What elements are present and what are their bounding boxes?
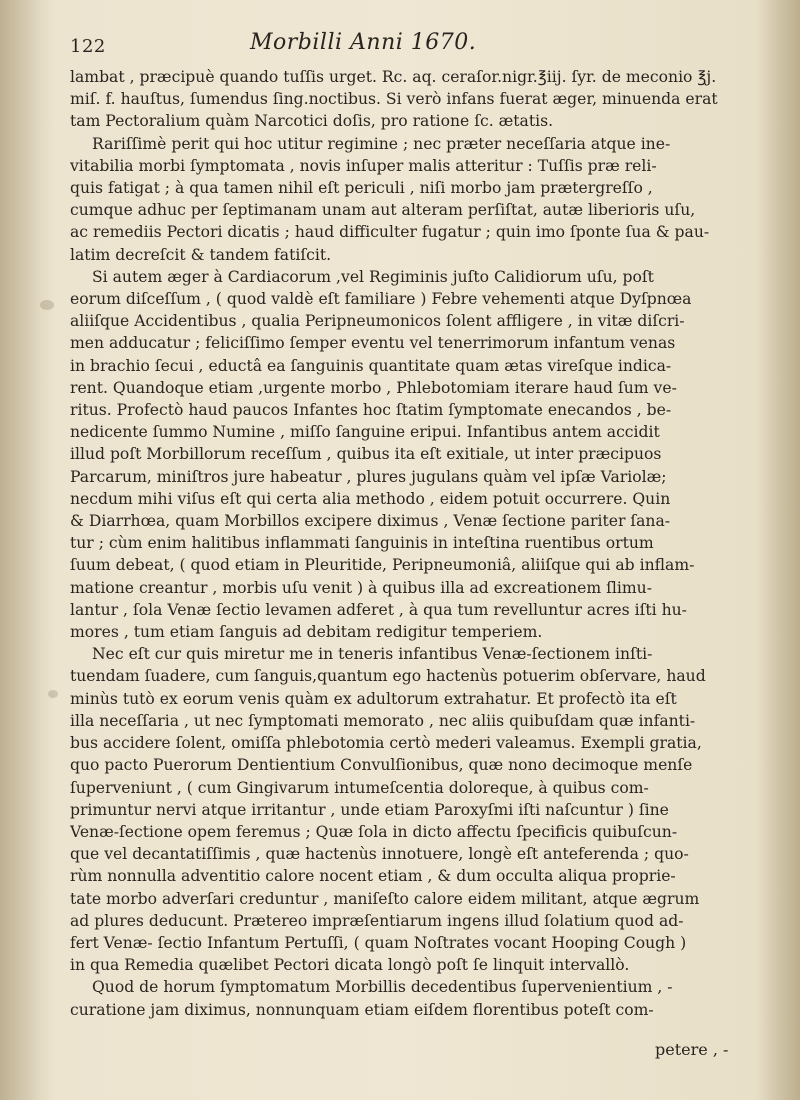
page-number: 122 [70,36,106,57]
page-shadow-left [0,0,55,1100]
text-line: eorum diſceſſum , ( quod valdè eſt familiare ) Febre vehementi atque Dyſpnœa [70,290,692,309]
text-line: Nec eſt cur quis miretur me in teneris infantibus Venæ-ſectionem inſti- [92,645,653,664]
text-line: curatione jam diximus, nonnunquam etiam eiſdem florentibus poteſt com- [70,1000,654,1019]
page-header [70,30,670,64]
text-line: in brachio ſecui , eductâ ea ſanguinis quantitate quam ætas vireſque indica- [70,356,672,375]
text-line: bus accidere ſolent, omiſſa phlebotomia certò mederi valeamus. Exempli gratia, [70,734,702,753]
text-line: latim decreſcit & tandem fatiſcit. [70,245,332,264]
text-line: aliiſque Accidentibus , qualia Peripneumonicos ſolent affligere , in vitæ diſcri- [70,312,685,331]
running-head: Morbilli Anni 1670. [250,30,477,55]
text-line: men adducatur ; feliciſſimo ſemper eventu vel tenerrimorum infantum venas [70,334,676,353]
text-line: Si autem æger à Cardiacorum ,vel Regiminis juſto Calidiorum uſu, poſt [92,267,654,286]
text-line: fert Venæ- ſectio Infantum Pertuſſi, ( quam Noſtrates vocant Hooping Cough ) [70,933,687,952]
text-line: tate morbo adverſari creduntur , maniſeſto calore eidem militant, atque ægrum [70,889,700,908]
text-line: ac remediis Pectori dicatis ; haud difficulter fugatur ; quin imo ſponte ſua & pau- [70,223,710,242]
text-line: cumque adhuc per ſeptimanam unam aut alteram perſiſtat, autæ liberioris uſu, [70,201,696,220]
text-line: miſ. f. hauſtus, ſumendus ſing.noctibus. Si verò infans fuerat æger, minuenda erat [70,90,718,109]
text-line: que vel decantatiſſimis , quæ hactenùs innotuere, longè eſt anteferenda ; quo- [70,845,689,864]
text-line: primuntur nervi atque irritantur , unde etiam Paroxyſmi iſti naſcuntur ) ſine [70,800,669,819]
text-line: vitabilia morbi ſymptomata , novis inſuper malis atteritur : Tuſſis præ reli- [70,156,657,175]
text-line: Parcarum, miniſtros jure habeatur , plures jugulans quàm vel ipſæ Variolæ; [70,467,667,486]
text-line: in qua Remedia quælibet Pectori dicata longò poſt ſe linquit intervallò. [70,956,630,975]
text-line: illa neceſſaria , ut nec ſymptomati memorato , nec aliis quibuſdam quæ infanti- [70,711,696,730]
text-line: tam Pectoralium quàm Narcotici doſis, pro ratione ſc. ætatis. [70,112,554,131]
text-line: rùm nonnulla adventitio calore nocent etiam , & dum occulta aliqua proprie- [70,867,676,886]
ink-spot [48,690,58,698]
text-line: quis fatigat ; à qua tamen nihil eſt periculi , niſi morbo jam prætergreſſo , [70,179,653,198]
text-line: ritus. Profectò haud paucos Infantes hoc ſtatim ſymptomate enecandos , be- [70,401,672,420]
text-line: tuendam ſuadere, cum ſanguis,quantum ego hactenùs potuerim obſervare, haud [70,667,706,686]
text-line: nedicente ſummo Numine , miſſo ſanguine eripui. Infantibus antem accidit [70,423,660,442]
text-line: lantur , ſola Venæ ſectio levamen adferet , à qua tum revelluntur acres iſti hu- [70,600,687,619]
text-line: Venæ-ſectione opem feremus ; Quæ ſola in dicto affectu ſpecificis quibuſcun- [70,822,678,841]
text-line: ſuum debeat, ( quod etiam in Pleuritide, Peripneumoniâ, aliiſque qui ab inflam- [70,556,695,575]
text-line: Rariſſimè perit qui hoc utitur regimine ; nec præter neceſſaria atque ine- [92,134,671,153]
text-line: lambat , præcipuè quando tuſſis urget. Rc. aq. ceraſor.nigr.℥iij. ſyr. de meconio ℥j. [70,68,717,86]
text-line: quo pacto Puerorum Dentientium Convulſionibus, quæ nono decimoque menſe [70,756,693,775]
text-line: tur ; cùm enim halitibus inflammati ſanguinis in inteſtina ruentibus ortum [70,534,654,553]
text-line: ad plures deducunt. Prætereo impræſentiarum ingens illud ſolatium quod ad- [70,911,684,930]
body-text [70,66,750,1021]
text-line: Quod de horum ſymptomatum Morbillis decedentibus ſupervenientium , - [92,978,673,997]
text-line: matione creantur , morbis uſu venit ) à quibus illa ad excreationem ſlimu- [70,578,652,597]
text-line: minùs tutò ex eorum venis quàm ex adultorum extrahatur. Et profectò ita eſt [70,689,677,708]
text-line: rent. Quandoque etiam ,urgente morbo , Phlebotomiam iterare haud ſum ve- [70,378,677,397]
text-line: necdum mihi viſus eſt qui certa alia methodo , eidem potuit occurrere. Quin [70,489,671,508]
catchword: petere , - [655,1040,729,1059]
text-line: & Diarrhœa, quam Morbillos excipere diximus , Venæ ſectione pariter ſana- [70,512,671,531]
page-shadow-right [755,0,800,1100]
text-line: mores , tum etiam ſanguis ad debitam redigitur temperiem. [70,623,543,642]
text-line: ſuperveniunt , ( cum Gingivarum intumeſcentia doloreque, à quibus com- [70,778,649,797]
text-line: illud poſt Morbillorum receſſum , quibus ita eſt exitiale, ut inter præcipuos [70,445,662,464]
ink-spot [40,300,54,310]
